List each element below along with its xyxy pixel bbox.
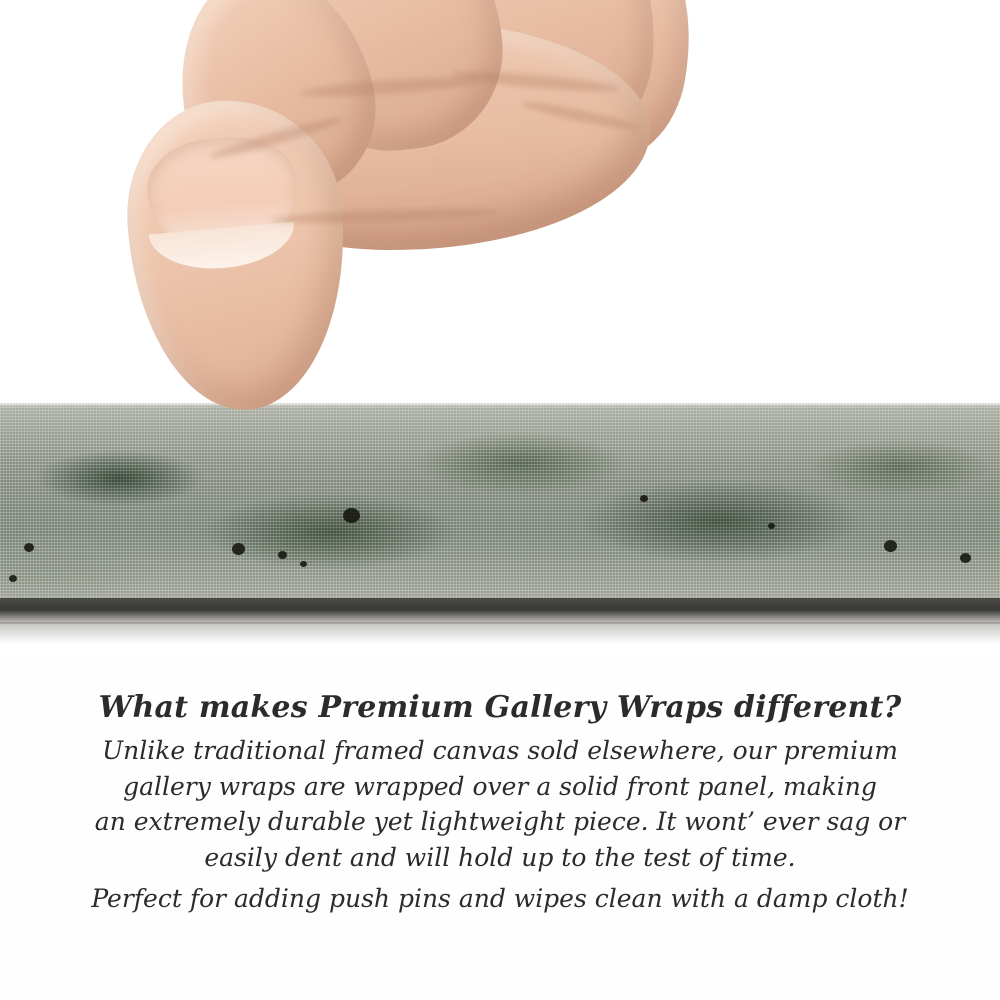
canvas-speck: [640, 495, 648, 502]
caption-line-2: gallery wraps are wrapped over a solid front panel, making: [123, 771, 877, 801]
canvas-wrap-edge: [0, 403, 1000, 618]
canvas-speck: [768, 523, 775, 529]
canvas-weave-texture: [0, 403, 1000, 618]
caption-line-4: easily dent and will hold up to the test of time.: [204, 842, 796, 872]
hand-illustration: [120, 0, 660, 430]
caption-heading: What makes Premium Gallery Wraps different?: [98, 690, 902, 725]
canvas-speck: [9, 575, 17, 582]
caption-block: [0, 690, 1000, 917]
caption-line-5: Perfect for adding push pins and wipes clean with a damp cloth!: [91, 884, 909, 913]
canvas-speck: [884, 540, 897, 552]
canvas-drop-shadow: [0, 622, 1000, 644]
caption-line-3: an extremely durable yet lightweight piece. It wont’ ever sag or: [94, 807, 906, 836]
canvas-edge-shadow: [0, 598, 1000, 624]
caption-line-1: Unlike traditional framed canvas sold elsewhere, our premium: [102, 736, 898, 765]
canvas-speck: [960, 553, 971, 563]
canvas-speck: [343, 508, 360, 523]
canvas-top-highlight: [0, 403, 1000, 407]
canvas-speck: [278, 551, 287, 559]
canvas-speck: [24, 543, 34, 552]
canvas-speck: [232, 543, 245, 555]
canvas-speck: [300, 561, 307, 567]
